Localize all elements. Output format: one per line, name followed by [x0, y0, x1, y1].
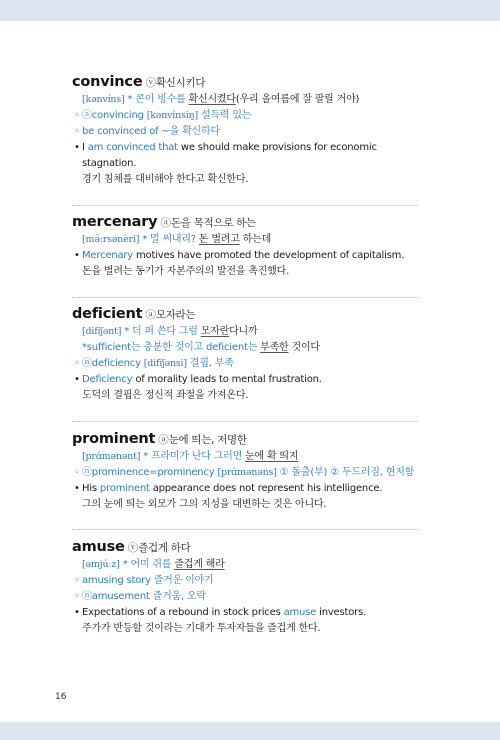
dot-bullet-icon: • [74, 142, 80, 153]
example-highlight: Deficiency [82, 374, 133, 385]
part-of-speech-icon: ⓐ [158, 434, 169, 446]
headword-line [72, 427, 424, 449]
example-korean: 돈을 벌려는 동기가 자본주의의 발전을 촉진했다. [82, 266, 290, 277]
example-text: we should make provisions for economic [177, 142, 377, 153]
derivative-line [72, 589, 424, 605]
headword: convince [72, 74, 143, 90]
bottom-band [0, 722, 500, 740]
meaning: 확신시키다 [155, 77, 206, 89]
example-english [72, 481, 424, 497]
pronunciation: [kənvíns] [82, 94, 125, 105]
dot-bullet-icon: • [74, 374, 80, 385]
meaning: 모자라는 [155, 309, 196, 321]
mnemonic-tail: (우리 올여름에 잘 팔릴 거야) [235, 94, 360, 105]
dot-bullet-icon: • [74, 607, 80, 618]
derivative-line [72, 356, 424, 372]
mnemonic-tail: 하는데 [239, 234, 272, 245]
example-text: stagnation. [82, 158, 137, 169]
derivative-line [72, 465, 424, 481]
example-highlight: Mercenary [82, 250, 134, 261]
derivative-meaning: 설득력 있는 [198, 110, 252, 121]
mnemonic-text: * 멀 써내리? [142, 234, 199, 245]
part-of-speech-icon: ⓐ [145, 309, 156, 321]
entry-deficient [72, 302, 424, 404]
example-korean: 그의 눈에 띄는 외모가 그의 지성을 대변하는 것은 아니다. [82, 499, 327, 510]
derivative-word: ⓝprominence=prominency [82, 467, 218, 478]
mnemonic-key-meaning: 확신시켰다 [188, 94, 236, 105]
circle-bullet-icon: ◦ [74, 110, 80, 121]
example-english [72, 140, 424, 156]
circle-bullet-icon: ◦ [74, 591, 80, 602]
mnemonic-line [72, 557, 424, 573]
derivative-word: ⓝdeficiency [82, 358, 144, 369]
derivative-phrase: be convinced of ~을 확신하다 [82, 126, 220, 137]
meaning: 돈을 목적으로 하는 [170, 217, 256, 229]
headword-line [72, 210, 424, 232]
dot-bullet-icon: • [74, 483, 80, 494]
example-korean: 주가가 반등할 것이라는 기대가 투자자들을 즐겁게 한다. [82, 623, 321, 634]
entry-prominent [72, 427, 424, 513]
dot-bullet-icon: • [74, 250, 80, 261]
example-text: of morality leads to mental frustration. [132, 374, 322, 385]
synonym-key-meaning: 부족한 [260, 342, 289, 353]
mnemonic-text: * 어미 쥐를 [122, 559, 175, 570]
entry-amuse [72, 535, 424, 637]
divider [72, 297, 418, 298]
circle-bullet-icon: ◦ [74, 126, 80, 137]
derivative-word: ⓐconvincing [82, 110, 147, 121]
top-band [0, 0, 500, 21]
divider [72, 205, 418, 206]
example-text: Expectations of a rebound in stock prices [82, 607, 284, 618]
example-english [72, 248, 424, 264]
example-text: His [82, 483, 100, 494]
meaning: 즐겁게 하다 [138, 542, 191, 554]
mnemonic-text: * 더 퍼 쓴다 그럼 [124, 326, 201, 337]
derivative-line [72, 573, 424, 589]
derivative-pronunciation: [kənvínsiŋ] [146, 110, 198, 121]
headword: prominent [72, 431, 156, 447]
divider [72, 421, 418, 422]
mnemonic-key-meaning: 즐겁게 해라 [174, 559, 225, 570]
example-text: appearance does not represent his intelligence. [149, 483, 383, 494]
pronunciation: [prɑ́mənənt] [82, 451, 141, 462]
example-text: investors. [316, 607, 367, 618]
example-highlight: prominent [99, 483, 150, 494]
headword: deficient [72, 306, 143, 322]
example-korean: 도덕의 결핍은 정신적 좌절을 가져온다. [82, 390, 249, 401]
part-of-speech-icon: ⓥ [127, 542, 139, 554]
part-of-speech-icon: ⓐ [160, 217, 171, 229]
mnemonic-tail: 다니까 [229, 326, 258, 337]
derivative-line [72, 124, 424, 140]
pronunciation: [mə́ːrsənèri] [82, 234, 140, 245]
headword-line [72, 535, 424, 557]
entry-mercenary [72, 210, 424, 280]
derivative-meaning: 결핍, 부족 [186, 358, 234, 369]
derivative-phrase: amusing story 즐거운 이야기 [82, 575, 214, 586]
derivative-pronunciation: [difíʃənsi] [143, 358, 187, 369]
mnemonic-line [72, 232, 424, 248]
meaning: 눈에 띄는, 저명한 [168, 434, 247, 446]
circle-bullet-icon: ◦ [74, 358, 80, 369]
synonym-tail: 것이다 [288, 342, 320, 353]
example-english-continued [72, 156, 424, 172]
derivative-word: ⓝamusement 즐거움, 오락 [82, 591, 206, 602]
entry-convince [72, 70, 424, 188]
divider [72, 529, 418, 530]
example-text: motives have promoted the development of capitalism. [133, 250, 405, 261]
mnemonic-key-meaning: 눈에 확 띄지 [245, 451, 299, 462]
circle-bullet-icon: ◦ [74, 467, 80, 478]
mnemonic-line [72, 92, 424, 108]
headword: mercenary [72, 214, 158, 230]
derivative-meaning: ① 돌출(부) ② 두드러짐, 현저함 [276, 467, 415, 478]
circle-bullet-icon: ◦ [74, 575, 80, 586]
page-number: 16 [55, 692, 67, 702]
headword-line [72, 70, 424, 92]
headword-line [72, 302, 424, 324]
mnemonic-text: * 콘이 빙수를 [127, 94, 189, 105]
mnemonic-key-meaning: 돈 벌려고 [198, 234, 240, 245]
example-text: I [82, 142, 88, 153]
synonym-text: *sufficient는 충분한 것이고 deficient는 [82, 342, 261, 353]
synonym-note [72, 340, 424, 356]
part-of-speech-icon: ⓥ [145, 77, 156, 89]
mnemonic-line [72, 324, 424, 340]
headword: amuse [72, 539, 125, 555]
example-english [72, 372, 424, 388]
mnemonic-line [72, 449, 424, 465]
mnemonic-text: * 프라미가 난다 그러면 [143, 451, 246, 462]
example-highlight: amuse [283, 607, 317, 618]
example-english [72, 605, 424, 621]
example-korean: 경기 침체를 대비해야 한다고 확신한다. [82, 174, 249, 185]
derivative-line [72, 108, 424, 124]
pronunciation: [difíʃənt] [82, 326, 122, 337]
pronunciation: [əmjúːz] [82, 559, 120, 570]
mnemonic-key-meaning: 모자란 [200, 326, 230, 337]
derivative-pronunciation: [prɑ́mənəns] [217, 467, 277, 478]
example-highlight: am convinced that [87, 142, 178, 153]
